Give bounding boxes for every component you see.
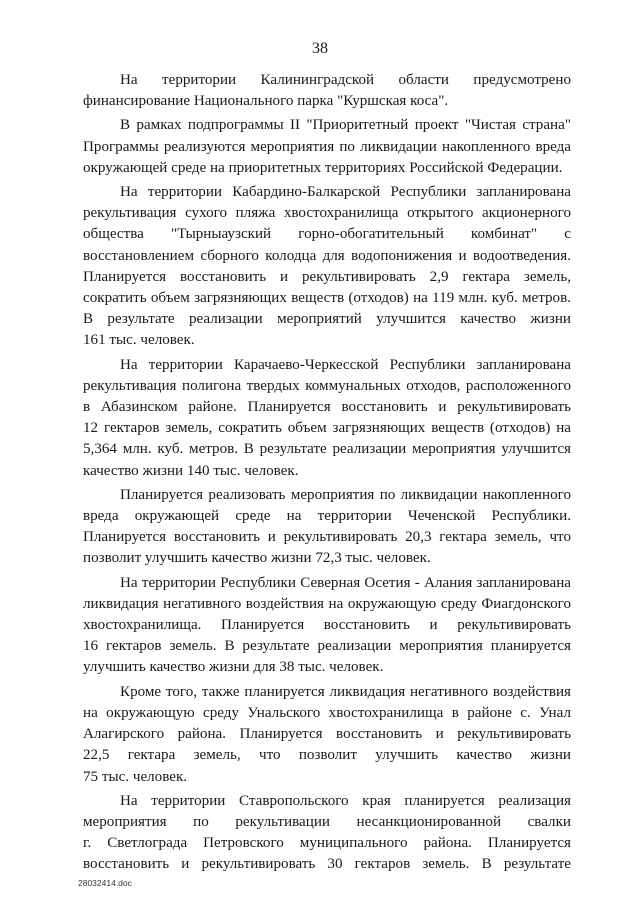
- paragraph-line: Кроме того, также планируется ликвидация негативного воздействия: [120, 683, 571, 700]
- paragraph-line: рекультивация сухого пляжа хвостохранилища открытого акционерного: [83, 205, 571, 222]
- paragraph-line: В рамках подпрограммы II "Приоритетный проект "Чистая страна": [120, 117, 571, 134]
- paragraph-line: сократить объем загрязняющих веществ (отходов) на 119 млн. куб. метров.: [83, 290, 571, 307]
- paragraph-line: в Абазинском районе. Планируется восстановить и рекультивировать: [83, 399, 571, 416]
- document-body: [83, 70, 571, 876]
- paragraph-line: мероприятия по рекультивации несанкционированной свалки: [83, 813, 571, 830]
- paragraph: [83, 791, 571, 876]
- paragraph-line: Планируется реализовать мероприятия по ликвидации накопленного: [120, 486, 571, 503]
- paragraph-line: 22,5 гектара земель, что позволит улучшить качество жизни: [83, 747, 571, 764]
- page-number: 38: [312, 40, 328, 57]
- paragraph-line: на окружающую среду Унальского хвостохранилища в районе с. Унал: [83, 704, 571, 721]
- paragraph-line: хвостохранилища. Планируется восстановить и рекультивировать: [83, 617, 571, 634]
- paragraph-line: Планируется восстановить и рекультивировать 20,3 гектара земель, что: [83, 529, 571, 546]
- paragraph-line: г. Светлограда Петровского муниципального района. Планируется: [83, 835, 571, 852]
- paragraph: [83, 70, 571, 112]
- paragraph-line: улучшить качество жизни для 38 тыс. человек.: [83, 659, 384, 676]
- footer-file-name: 28032414.doc: [78, 878, 132, 888]
- paragraph-line: восстановить и рекультивировать 30 гектаров земель. В результате: [83, 856, 571, 873]
- paragraph-line: Программы реализуются мероприятия по ликвидации накопленного вреда: [83, 138, 571, 155]
- paragraph-line: На территории Ставропольского края планируется реализация: [120, 792, 571, 809]
- paragraph-line: На территории Кабардино-Балкарской Республики запланирована: [120, 184, 571, 201]
- paragraph-line: вреда окружающей среде на территории Чеченской Республики.: [83, 508, 571, 525]
- paragraph-line: 75 тыс. человек.: [83, 768, 188, 785]
- paragraph-line: финансирование Национального парка "Куршская коса".: [83, 93, 449, 110]
- paragraph: [83, 182, 571, 352]
- paragraph: [83, 355, 571, 482]
- paragraph-line: позволит улучшить качество жизни 72,3 тыс. человек.: [83, 550, 431, 567]
- paragraph: [83, 485, 571, 570]
- paragraph-line: Алагирского района. Планируется восстановить и рекультивировать: [83, 726, 571, 743]
- paragraph-line: рекультивация полигона твердых коммунальных отходов, расположенного: [83, 377, 571, 394]
- paragraph: [83, 682, 571, 788]
- paragraph-line: 5,364 млн. куб. метров. В результате реализации мероприятия улучшится: [83, 441, 571, 458]
- paragraph-line: качество жизни 140 тыс. человек.: [83, 462, 299, 479]
- paragraph-line: В результате реализации мероприятий улучшится качество жизни: [83, 311, 571, 328]
- paragraph: [83, 573, 571, 679]
- paragraph-line: На территории Карачаево-Черкесской Республики запланирована: [120, 356, 571, 373]
- paragraph-line: восстановлением сборного колодца для водопонижения и водоотведения.: [83, 247, 571, 264]
- paragraph-line: Планируется восстановить и рекультивировать 2,9 гектара земель,: [83, 268, 571, 285]
- paragraph: [83, 115, 571, 179]
- paragraph-line: общества "Тырныаузский горно-обогатительный комбинат" с: [83, 226, 571, 243]
- paragraph-line: окружающей среде на приоритетных территориях Российской Федерации.: [83, 159, 563, 176]
- paragraph-line: На территории Калининградской области предусмотрено: [120, 72, 571, 88]
- paragraph-line: ликвидация негативного воздействия на окружающую среду Фиагдонского: [83, 595, 571, 612]
- paragraph-line: На территории Республики Северная Осетия - Алания запланирована: [120, 574, 571, 591]
- paragraph-line: 16 гектаров земель. В результате реализации мероприятия планируется: [83, 638, 571, 655]
- paragraph-line: 12 гектаров земель, сократить объем загрязняющих веществ (отходов) на: [83, 420, 571, 437]
- paragraph-line: 161 тыс. человек.: [83, 332, 195, 349]
